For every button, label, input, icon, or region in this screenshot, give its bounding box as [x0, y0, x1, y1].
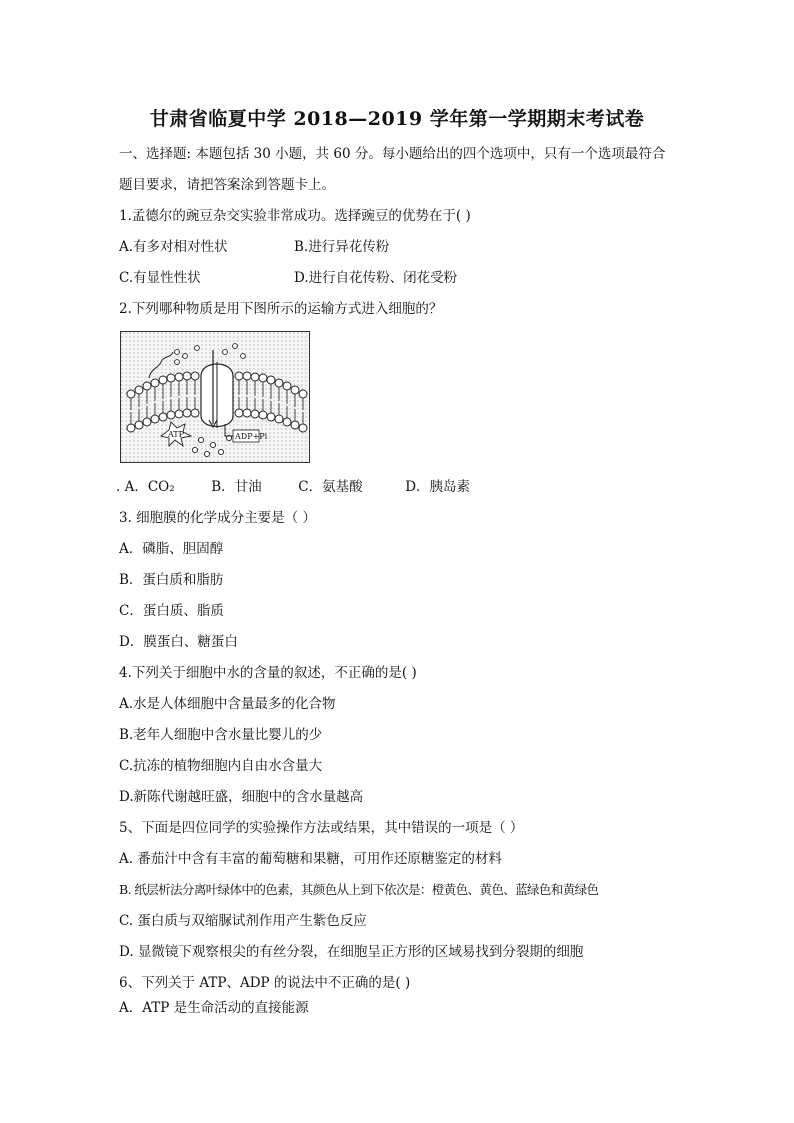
instructions-line-2: 题目要求，请把答案涂到答题卡上。: [119, 177, 335, 193]
q3-option-d: D．膜蛋白、糖蛋白: [119, 634, 238, 650]
q1-option-d: D.进行自花传粉、闭花受粉: [294, 270, 458, 286]
q5-option-a: A. 番茄汁中含有丰富的葡萄糖和果糖，可用作还原糖鉴定的材料: [119, 851, 502, 867]
q4-option-d: D.新陈代谢越旺盛，细胞中的含水量越高: [119, 789, 364, 805]
q5-stem: 5、下面是四位同学的实验操作方法或结果，其中错误的一项是（ ）: [119, 820, 524, 836]
q2-option-d: D．胰岛素: [405, 479, 471, 495]
membrane-diagram: [121, 332, 309, 462]
q6-option-a: A．ATP 是生命活动的直接能源: [119, 1000, 309, 1016]
q6-stem: 6、下列关于 ATP、ADP 的说法中不正确的是( ): [119, 975, 411, 991]
q3-option-c: C．蛋白质、脂质: [119, 603, 224, 619]
atp-label: ATP: [167, 430, 185, 439]
page-title: 甘肃省临夏中学 2018—2019 学年第一学期期末考试卷: [149, 108, 645, 130]
q1-stem: 1.孟德尔的豌豆杂交实验非常成功。选择豌豆的优势在于( ): [119, 208, 471, 224]
adp-label: ADP+Pi: [235, 432, 268, 441]
q2-stem: 2.下列哪种物质是用下图所示的运输方式进入细胞的？: [119, 301, 443, 317]
q3-option-a: A．磷脂、胆固醇: [119, 541, 224, 557]
membrane-transport-figure: [120, 331, 310, 463]
q4-option-c: C.抗冻的植物细胞内自由水含量大: [119, 758, 323, 774]
q3-option-b: B．蛋白质和脂肪: [119, 572, 224, 588]
q1-option-c: C.有显性性状: [119, 270, 201, 286]
q2-option-c: C．氨基酸: [298, 479, 363, 495]
q4-option-b: B.老年人细胞中含水量比婴儿的少: [119, 727, 323, 743]
q1-option-a: A.有多对相对性状: [119, 239, 228, 255]
q1-option-b: B.进行异花传粉: [294, 239, 390, 255]
q5-option-c: C. 蛋白质与双缩脲试剂作用产生紫色反应: [119, 913, 367, 929]
q5-option-b: B. 纸层析法分离叶绿体中的色素，其颜色从上到下依次是：橙黄色、黄色、蓝绿色和黄绿色: [119, 882, 599, 897]
q5-option-d: D. 显微镜下观察根尖的有丝分裂，在细胞呈正方形的区域易找到分裂期的细胞: [119, 944, 584, 960]
q4-option-a: A.水是人体细胞中含量最多的化合物: [119, 696, 336, 712]
q4-stem: 4.下列关于细胞中水的含量的叙述，不正确的是( ): [119, 665, 417, 681]
q2-options: [116, 478, 470, 496]
q2-option-b: B．甘油: [211, 479, 262, 495]
q2-option-a: . A．CO₂: [116, 479, 175, 495]
q3-stem: 3. 细胞膜的化学成分主要是（ ）: [119, 510, 316, 526]
instructions-line-1: 一、选择题: 本题包括 30 小题，共 60 分。每小题给出的四个选项中，只有一个选项最符合: [119, 146, 666, 162]
